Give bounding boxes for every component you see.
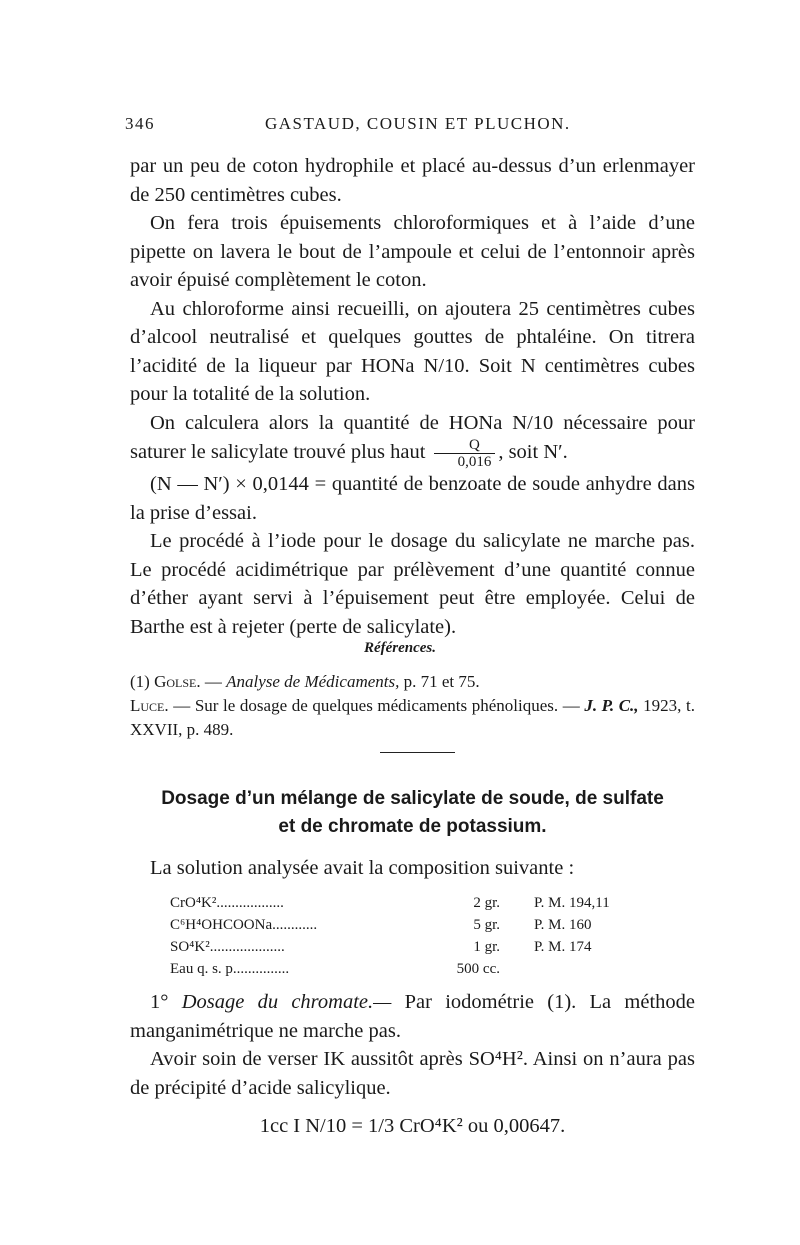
running-title: GASTAUD, COUSIN ET PLUCHON. (265, 114, 571, 133)
paragraph-methods: Le procédé à l’iode pour le dosage du salicylate ne marche pas. Le procédé acidimétrique par prélèvement d’une quantité connue d’éther ayant servi à l’épuisement peut être employée. Celui de Barthe est à rejeter (perte de salicylate). (130, 530, 695, 638)
composition-table (170, 892, 670, 980)
section-heading-line-2: et de chromate de potassium. (278, 816, 547, 837)
composition-intro: La solution analysée avait la composition suivante : (150, 857, 575, 879)
ref1-pages: p. 71 et 75. (399, 672, 480, 691)
compound-quantity: 2 gr. (473, 895, 500, 911)
method-note: Avoir soin de verser IK aussitôt après SO⁴H². Ainsi on n’aura pas de précipité d’acide salicylique. (130, 1048, 695, 1099)
composition-row (170, 914, 670, 936)
section-divider (380, 752, 455, 753)
running-header (125, 114, 690, 142)
section-heading (130, 785, 695, 841)
method-title: Dosage du chromate.— (181, 991, 392, 1013)
ref2-details: 1923, t. XXVII, p. 489. (130, 696, 695, 739)
calculation-tail: , soit N′. (498, 441, 568, 464)
ref1-title: Analyse de Médicaments, (226, 672, 400, 691)
ref2-journal: J. P. C., (584, 696, 639, 715)
compound-molar-mass: P. M. 194,11 (534, 895, 610, 911)
reference-1 (130, 670, 695, 694)
references-list (130, 670, 695, 742)
method-text: Par iodométrie (1). La méthode manganimétrique ne marche pas. (130, 991, 695, 1042)
calculation-text: On calculera alors la quantité de HONa N/10 nécessaire pour saturer le salicylate trouvé plus haut (130, 411, 695, 464)
ref1-author: Golse. (154, 672, 201, 691)
reference-2 (130, 694, 695, 742)
method-number: 1° (150, 991, 182, 1013)
section-intro-block (130, 854, 695, 883)
paragraph-formula: (N — N′) × 0,0144 = quantité de benzoate de soude anhydre dans la prise d’essai. (130, 473, 695, 524)
compound-name: SO⁴K².................... (170, 939, 285, 955)
method-block (130, 988, 695, 1141)
ref2-author: Luce. (130, 696, 169, 715)
paragraph-continuation: par un peu de coton hydrophile et placé au-dessus d’un erlenmayer de 250 centimètres cubes. (130, 155, 695, 206)
composition-row (170, 892, 670, 914)
paragraph-extraction: On fera trois épuisements chloroformiques et à l’aide d’une pipette on lavera le bout de l’ampoule et celui de l’entonnoir après avoir épuisé complètement le coton. (130, 212, 695, 291)
ref1-number: (1) (130, 672, 155, 691)
compound-name: C⁶H⁴OHCOONa............ (170, 917, 318, 933)
fraction (434, 437, 496, 470)
compound-quantity: 5 gr. (473, 917, 500, 933)
compound-name: Eau q. s. p............... (170, 961, 290, 977)
method-chromate (130, 988, 695, 1045)
fraction-numerator: Q (434, 437, 496, 454)
paragraph-calculation (130, 409, 695, 471)
compound-quantity: 500 cc. (456, 961, 500, 977)
compound-quantity: 1 gr. (473, 939, 500, 955)
compound-name: CrO⁴K².................. (170, 895, 284, 911)
composition-row (170, 936, 670, 958)
ref1-dash: — (200, 672, 227, 691)
page-number: 346 (125, 114, 155, 133)
compound-molar-mass: P. M. 174 (534, 939, 592, 955)
equivalence-equation: 1cc I N/10 = 1/3 CrO⁴K² ou 0,00647. (259, 1115, 566, 1137)
paragraph-titration: Au chloroforme ainsi recueilli, on ajoutera 25 centimètres cubes d’alcool neutralisé et quelques gouttes de phtaléine. On titrera l’acidité de la liqueur par HONa N/10. Soit N centimètres cubes pour la totalité de la solution. (130, 297, 695, 405)
references-title: Références. (363, 640, 437, 656)
composition-row (170, 958, 670, 980)
fraction-denominator: 0,016 (457, 454, 492, 470)
section-heading-line-1: Dosage d’un mélange de salicylate de soude, de sulfate (161, 788, 664, 809)
main-text (130, 152, 695, 641)
compound-molar-mass: P. M. 160 (534, 917, 592, 933)
ref2-title: — Sur le dosage de quelques médicaments phénoliques. — (168, 696, 585, 715)
